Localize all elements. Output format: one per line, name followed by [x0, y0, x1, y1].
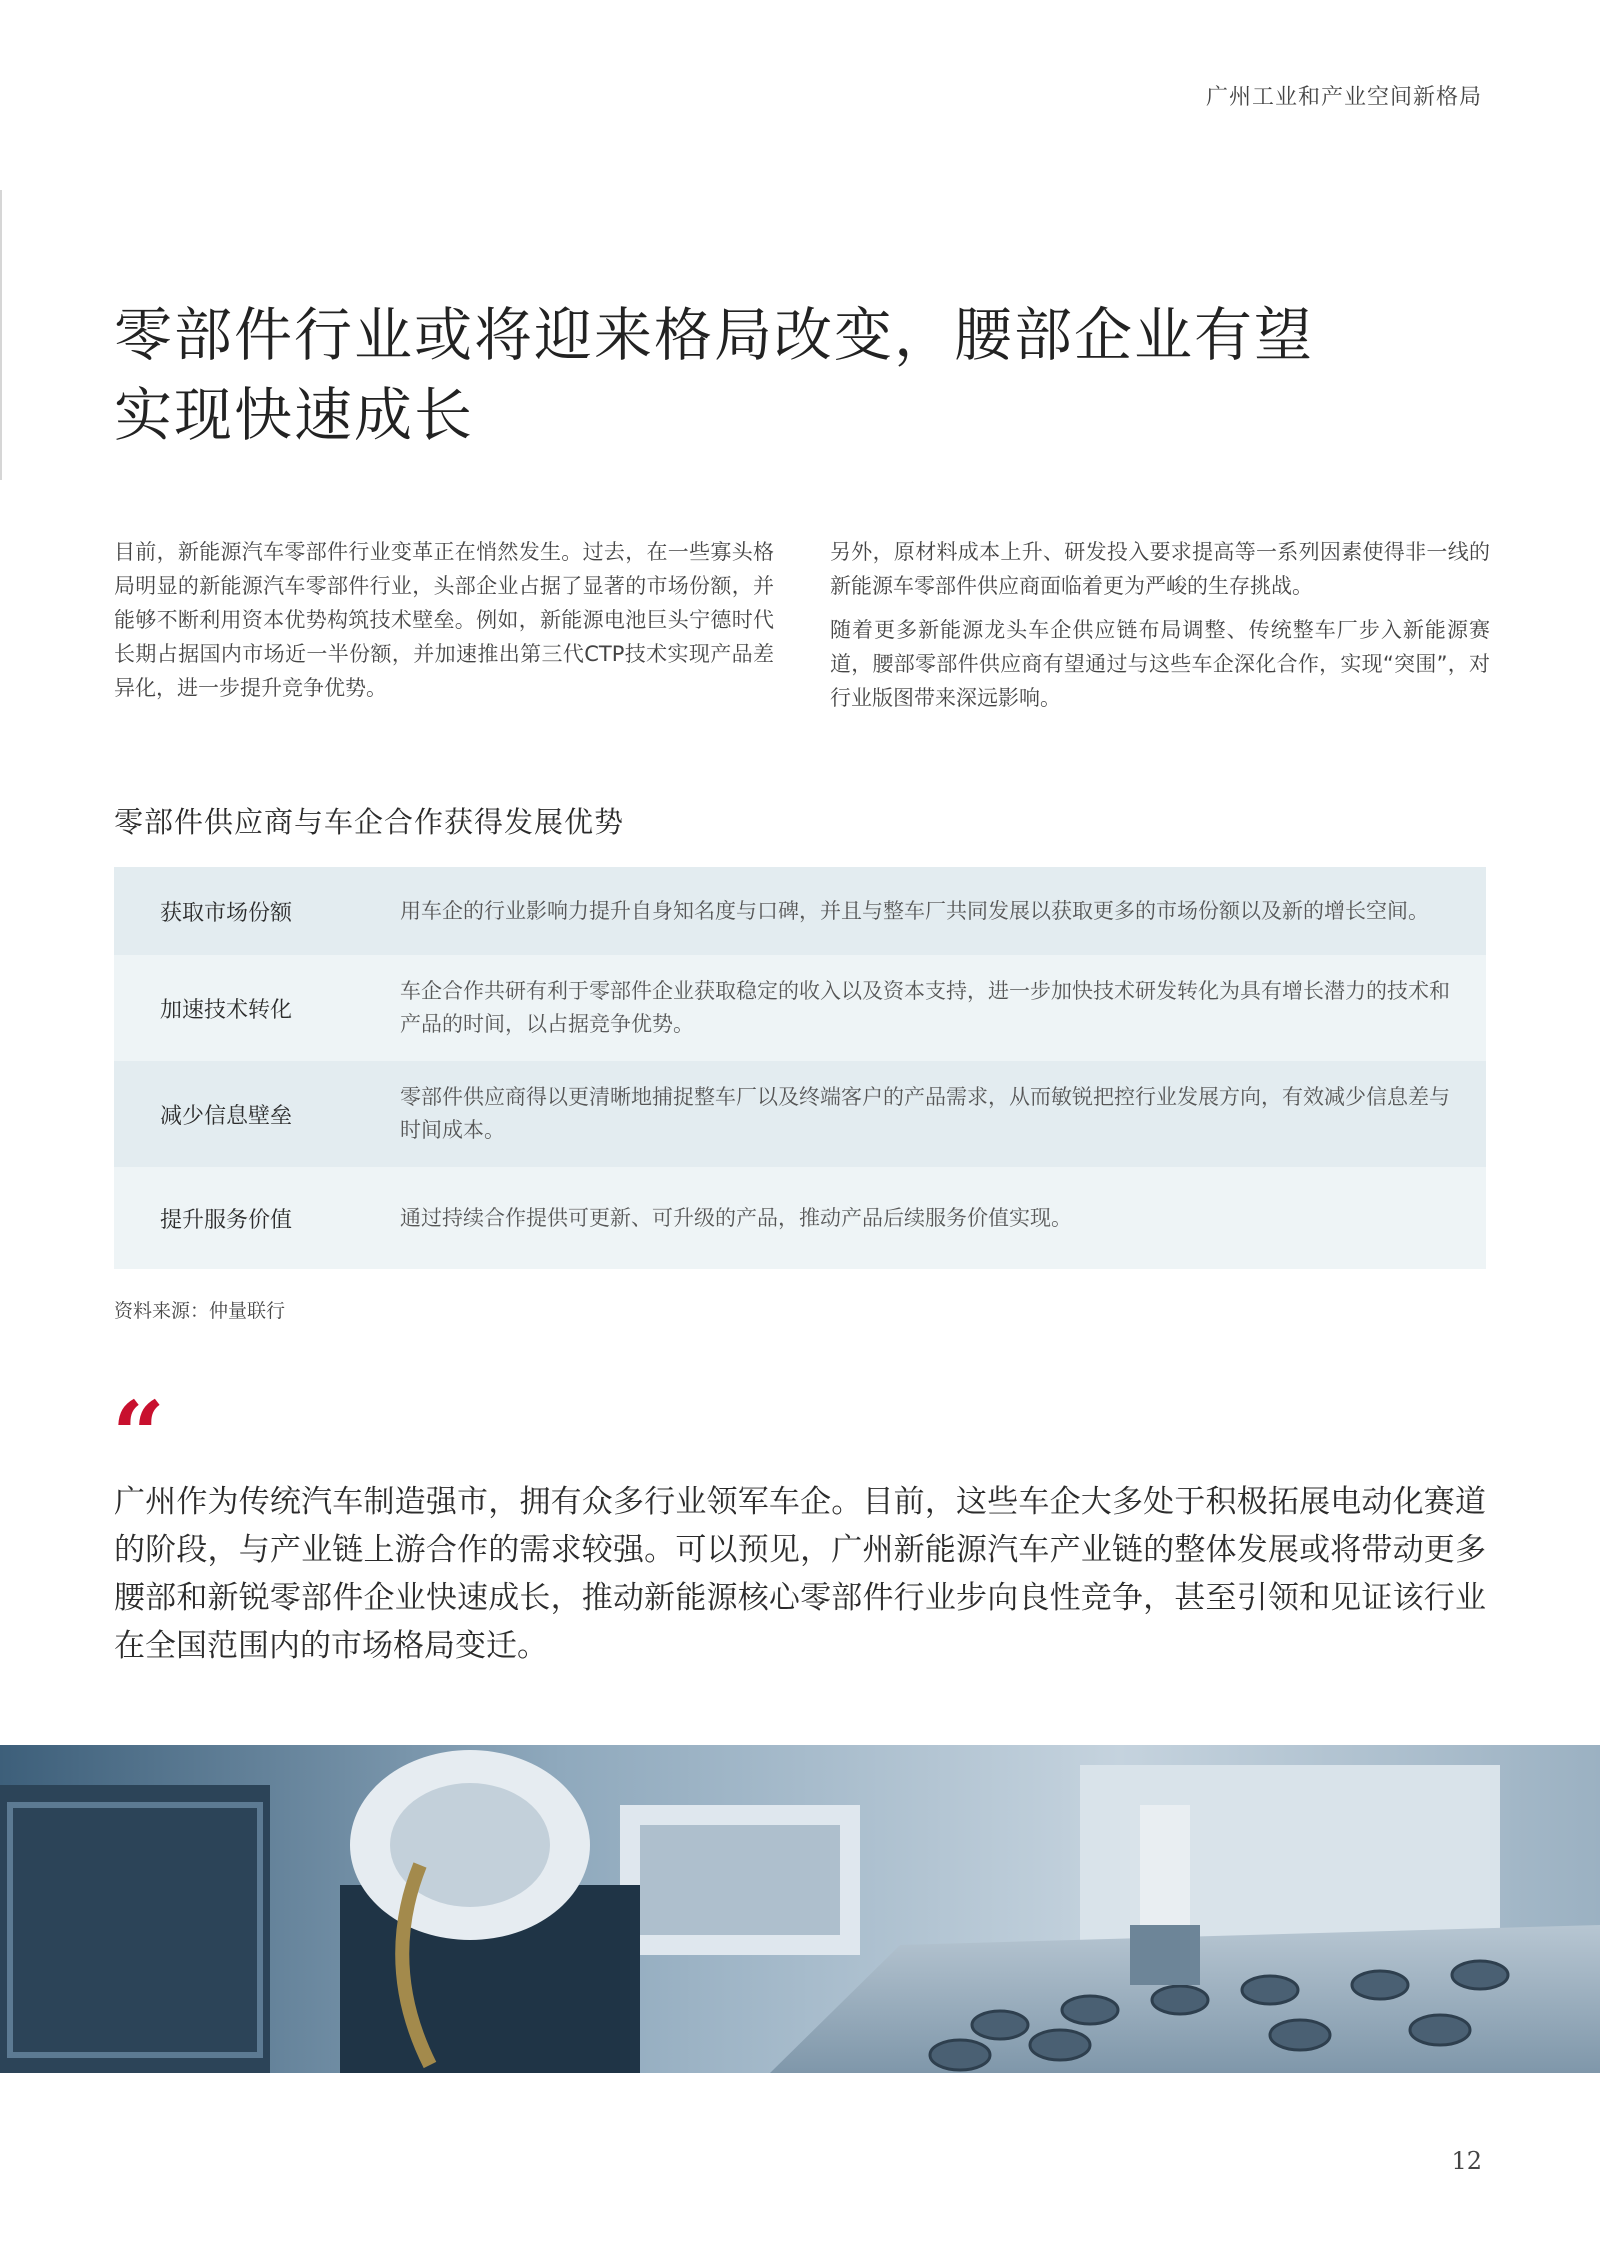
- intro-right-paragraph-2: 随着更多新能源龙头车企供应链布局调整、传统整车厂步入新能源赛道，腰部零部件供应商有望通过与这些车企深化合作，实现“突围”，对行业版图带来深远影响。: [830, 618, 1490, 710]
- row-key: 加速技术转化: [160, 997, 293, 1023]
- title-line-2: 实现快速成长: [114, 381, 475, 449]
- factory-robot-photo: [0, 1745, 1600, 2073]
- table-row: [114, 955, 1486, 1061]
- robot-arm-illustration: [0, 1745, 1600, 2073]
- pull-quote: 广州作为传统汽车制造强市，拥有众多行业领军车企。目前，这些车企大多处于积极拓展电动化赛道的阶段，与产业链上游合作的需求较强。可以预见，广州新能源汽车产业链的整体发展或将带动更多腰部和新锐零部件企业快速成长，推动新能源核心零部件行业步向良性竞争，甚至引领和见证该行业在全国范围内的市场格局变迁。: [114, 1484, 1486, 1664]
- left-rule: [0, 190, 2, 480]
- row-value: 零部件供应商得以更清晰地捕捉整车厂以及终端客户的产品需求，从而敏锐把控行业发展方向，有效减少信息差与时间成本。: [400, 1085, 1450, 1142]
- running-header: 广州工业和产业空间新格局: [1205, 85, 1482, 110]
- title-line-1: 零部件行业或将迎来格局改变，腰部企业有望: [114, 301, 1315, 369]
- intro-right-paragraph-1: 另外，原材料成本上升、研发投入要求提高等一系列因素使得非一线的新能源车零部件供应商面临着更为严峻的生存挑战。: [830, 540, 1490, 598]
- page-number: 12: [1451, 2147, 1482, 2175]
- row-value: 车企合作共研有利于零部件企业获取稳定的收入以及资本支持，进一步加快技术研发转化为具有增长潜力的技术和产品的时间，以占据竞争优势。: [400, 979, 1450, 1036]
- intro-left-column: [114, 535, 774, 715]
- advantages-table: [114, 867, 1486, 1269]
- row-key: 减少信息壁垒: [160, 1103, 293, 1129]
- table-row: [114, 1061, 1486, 1167]
- table-row: [114, 1167, 1486, 1269]
- quote-mark-icon: “: [112, 1381, 165, 1489]
- page-title: [114, 295, 1414, 455]
- row-value: 用车企的行业影响力提升自身知名度与口碑，并且与整车厂共同发展以获取更多的市场份额以及新的增长空间。: [400, 898, 1429, 923]
- intro-left-paragraph: 目前，新能源汽车零部件行业变革正在悄然发生。过去，在一些寡头格局明显的新能源汽车零部件行业，头部企业占据了显著的市场份额，并能够不断利用资本优势构筑技术壁垒。例如，新能源电池巨头宁德时代长期占据国内市场近一半份额，并加速推出第三代CTP技术实现产品差异化，进一步提升竞争优势。: [114, 540, 774, 700]
- row-key: 提升服务价值: [160, 1207, 293, 1233]
- table-source: 资料来源：仲量联行: [114, 1300, 286, 1322]
- table-heading: 零部件供应商与车企合作获得发展优势: [114, 805, 625, 839]
- intro-right-column: [830, 535, 1490, 725]
- table-row: [114, 867, 1486, 955]
- row-key: 获取市场份额: [160, 900, 293, 926]
- row-value: 通过持续合作提供可更新、可升级的产品，推动产品后续服务价值实现。: [400, 1205, 1072, 1230]
